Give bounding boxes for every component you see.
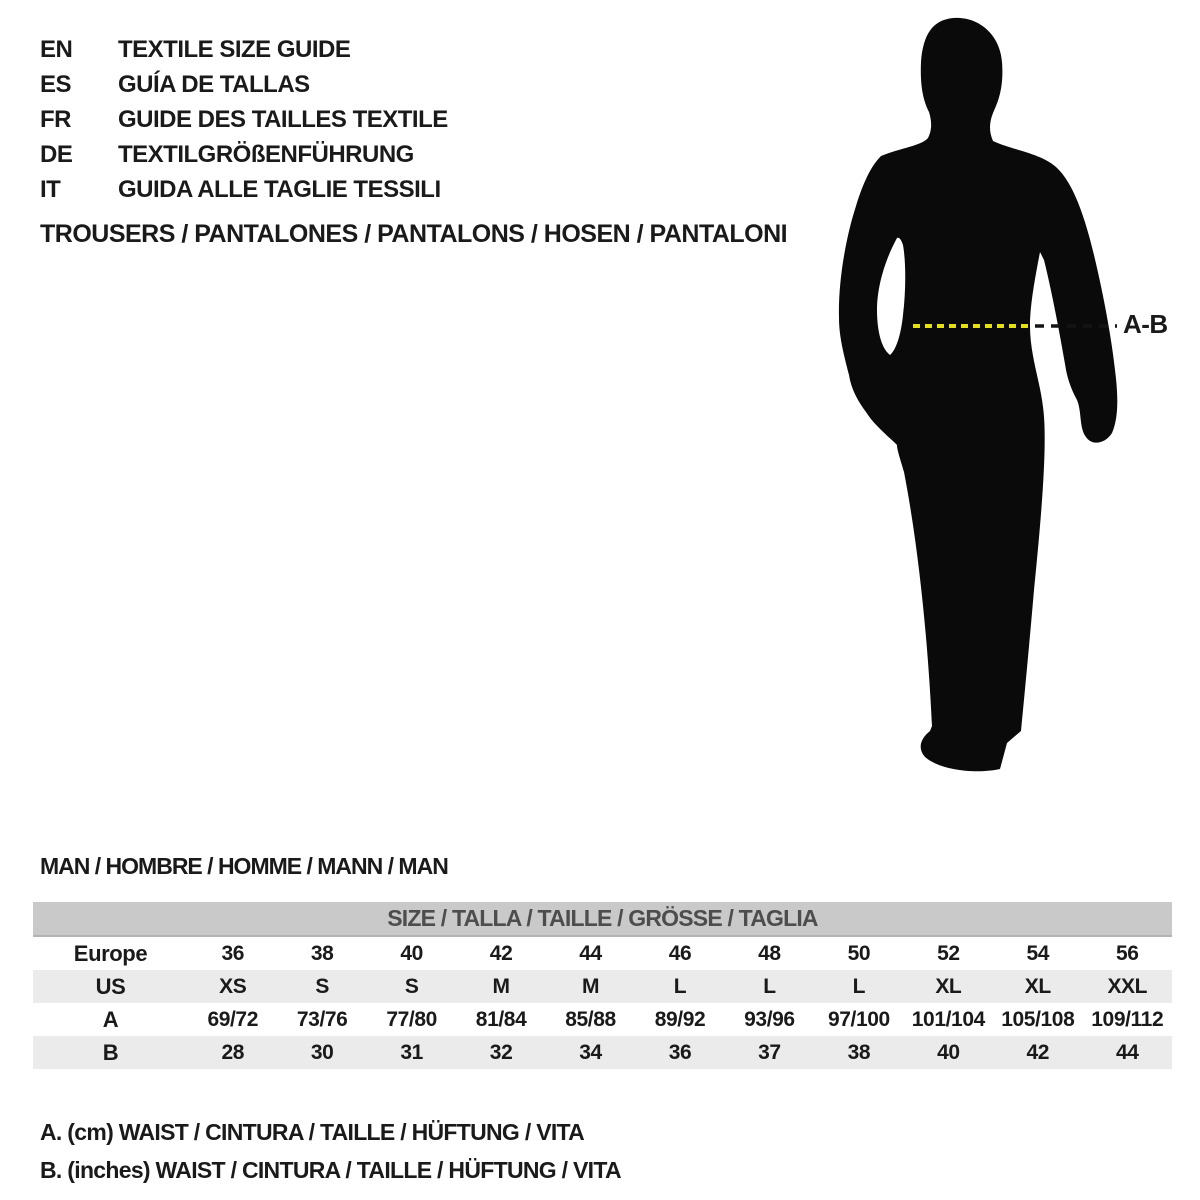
size-cell: 38 [814, 1036, 903, 1069]
row-label: A [102, 1006, 119, 1032]
size-cell: 34 [546, 1036, 635, 1069]
size-cell: 69/72 [207, 1007, 258, 1031]
size-cell: XL [904, 970, 993, 1003]
size-cell: 109/112 [1091, 1007, 1164, 1031]
size-cell: 89/92 [654, 1007, 706, 1031]
size-cell: 52 [937, 941, 960, 965]
size-table [33, 902, 1172, 1069]
size-table-body [33, 936, 1172, 1069]
size-cell: 42 [993, 1036, 1082, 1069]
size-cell: 32 [456, 1036, 545, 1069]
row-label: US [33, 970, 188, 1003]
language-code: EN [40, 36, 73, 63]
size-cell: 54 [1026, 941, 1050, 965]
size-cell: 48 [758, 941, 781, 965]
size-table-header: SIZE / TALLA / TAILLE / GRÖSSE / TAGLIA [33, 902, 1172, 936]
size-cell: 97/100 [827, 1007, 890, 1031]
section-title: MAN / HOMBRE / HOMME / MANN / MAN [40, 853, 448, 879]
size-cell: XS [188, 970, 277, 1003]
size-cell: 40 [904, 1036, 993, 1069]
measure-label: A-B [1123, 309, 1168, 339]
size-cell: 50 [847, 941, 871, 965]
size-cell: 77/80 [386, 1007, 437, 1031]
table-row [33, 936, 1172, 970]
language-code: DE [40, 141, 73, 168]
size-cell: 46 [668, 941, 692, 965]
size-cell: 93/96 [744, 1007, 795, 1031]
size-cell: 40 [400, 941, 423, 965]
size-cell: M [546, 970, 635, 1003]
size-cell: L [814, 970, 903, 1003]
language-code: ES [40, 71, 72, 98]
size-cell: 36 [221, 941, 244, 965]
footnotes [33, 1113, 1172, 1189]
size-cell: XXL [1083, 970, 1172, 1003]
row-label: Europe [73, 940, 148, 966]
size-cell: S [367, 970, 456, 1003]
size-cell: 36 [635, 1036, 724, 1069]
size-cell: 44 [579, 941, 602, 965]
size-cell: 31 [367, 1036, 456, 1069]
size-cell: M [456, 970, 545, 1003]
man-size-section [33, 853, 1172, 1189]
size-cell: 42 [489, 941, 513, 965]
footnote-a: A. (cm) WAIST / CINTURA / TAILLE / HÜFTUNG / VITA [40, 1119, 585, 1145]
footnote-b: B. (inches) WAIST / CINTURA / TAILLE / HÜFTUNG / VITA [40, 1157, 621, 1183]
size-cell: L [635, 970, 724, 1003]
table-row [33, 1003, 1172, 1036]
size-cell: 73/76 [296, 1007, 348, 1031]
garment-type-title: TROUSERS / PANTALONES / PANTALONS / HOSEN / PANTALONI [40, 220, 788, 248]
guide-title: TEXTILGRÖßENFÜHRUNG [118, 141, 414, 168]
guide-title: GUIDE DES TAILLES TEXTILE [118, 106, 448, 133]
size-cell: 56 [1115, 941, 1139, 965]
size-cell: 30 [277, 1036, 366, 1069]
size-cell: 81/84 [475, 1007, 527, 1031]
size-cell: 28 [188, 1036, 277, 1069]
language-code: FR [40, 106, 71, 133]
size-cell: XL [993, 970, 1082, 1003]
size-cell: 85/88 [565, 1007, 616, 1031]
size-cell: 38 [310, 941, 334, 965]
row-label: B [33, 1036, 188, 1069]
guide-title: TEXTILE SIZE GUIDE [118, 36, 351, 63]
size-cell: S [277, 970, 366, 1003]
size-cell: 105/108 [1001, 1007, 1075, 1031]
size-cell: 44 [1083, 1036, 1172, 1069]
language-code: IT [40, 176, 61, 203]
table-row [33, 970, 1172, 1003]
size-cell: 101/104 [911, 1007, 985, 1031]
guide-title: GUÍA DE TALLAS [118, 71, 310, 98]
size-cell: L [725, 970, 814, 1003]
guide-title: GUIDA ALLE TAGLIE TESSILI [118, 176, 441, 203]
table-header-row [33, 902, 1172, 936]
size-cell: 37 [725, 1036, 814, 1069]
table-row [33, 1036, 1172, 1069]
